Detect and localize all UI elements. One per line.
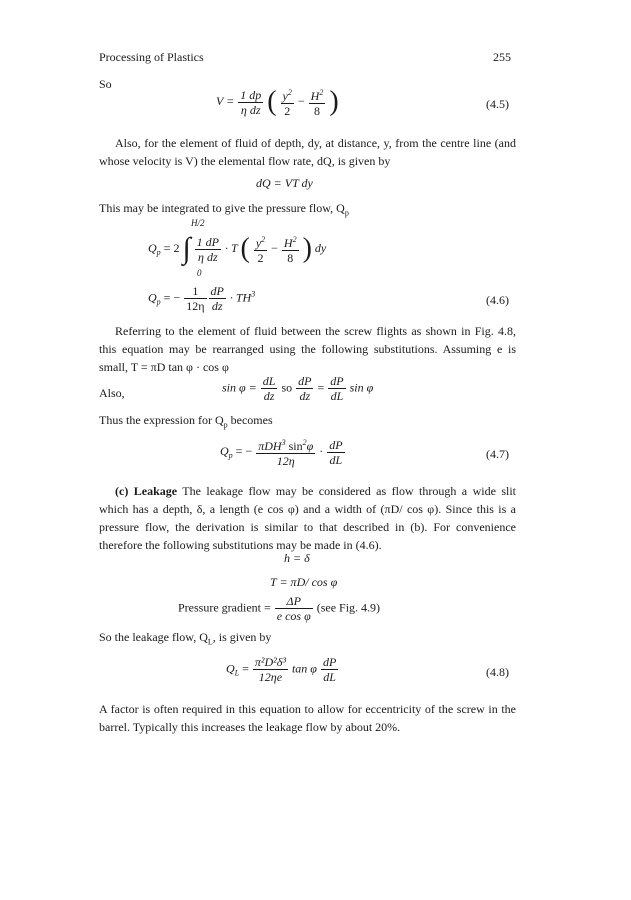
so-label: So (99, 77, 112, 91)
also-label: Also, (99, 386, 125, 400)
paragraph-leakage-flow: So the leakage flow, $Q_L$, is given by (99, 630, 272, 647)
equation-4-8: $Q_L$ = $\frac{\text{π²D²δ³}}{12\eta e}$ tan φ $\frac{dP}{dL}$ (226, 655, 337, 684)
paragraph-elemental-flow: Also, for the element of fluid of depth, dy, at distance, y, from the centre line (and whose velocity is V) the elemental flow rate, dQ, is given by (99, 136, 516, 168)
running-header-title: Processing of Plastics (99, 50, 204, 64)
paragraph-leakage: (c) Leakage The leakage flow may be considered as flow through a wide slit which has a depth, δ, a length (e cos φ) and a width of (πD/ cos φ). Since this is a pressure flow, the derivation is similar to that described in (b). For convenience therefore the following substitutions may be made in (4.6). (99, 484, 517, 552)
equation-pressure-flow-integral: $Q_p = 2$ ∫ $\frac{1 dP}{\text{η dz}}$ · T ( $\frac{y^2}{2}$ − $\frac{H^2}{8}$ ) dy (148, 232, 327, 265)
paragraph-eccentricity: A factor is often required in this equation to allow for eccentricity of the screw in the barrel. Typically this increases the leakage flow by about 20%. (99, 702, 516, 734)
eq45-y-fraction: $\frac{y^2}{2}$ (282, 88, 292, 118)
page-number: 255 (493, 50, 511, 64)
integral-lower-limit: 0 (197, 268, 202, 278)
equation-number-4-8: (4.8) (486, 665, 509, 679)
paragraph-screw-flights: Referring to the element of fluid between the screw flights as shown in Fig. 4.8, this equation may be rearranged using the following substitutions. Assuming e is small, T = πD tan φ · cos φ (99, 324, 516, 374)
substitution-pressure-gradient: Pressure gradient = $\frac{\Delta P}{\text{e cos φ}}$ (see Fig. 4.9) (178, 594, 381, 623)
eq45-lhs: V = (216, 93, 235, 108)
equation-4-7: $Q_p$ = − $\frac{\pi DH^3 \sin^2\varphi}{12\eta}$ · $\frac{dP}{dL}$ (220, 437, 343, 468)
equation-dq: dQ = VT dy (256, 176, 313, 190)
integral-upper-limit: H/2 (191, 218, 205, 228)
leakage-heading: (c) Leakage (115, 484, 178, 498)
eq45-fraction: $\frac{1 dp}{\text{η dz}}$ (240, 87, 262, 117)
paragraph-expression-qp: Thus the expression for $Q_p$ becomes (99, 413, 273, 430)
eq45-h-fraction: $\frac{H^2}{8}$ (310, 88, 324, 118)
equation-4-6: $Q_p$ = − $\frac{1}{12\eta}$ $\frac{dP}{dz}$ · $TH^3$ (148, 284, 256, 313)
equation-number-4-6: (4.6) (486, 293, 509, 307)
equation-number-4-7: (4.7) (486, 447, 509, 461)
integral-sign: ∫ (182, 232, 191, 265)
equation-4-5: V = $\frac{1 dp}{\text{η dz}}$ ( $\frac{y^2}{2}$ − $\frac{H^2}{8}$ ) (216, 86, 339, 118)
substitution-t: T = πD/ cos φ (270, 575, 338, 589)
equation-sin-phi: sin φ = $\frac{dL}{dz}$ so $\frac{dP}{dz}$ = $\frac{dP}{dL}$ sin φ (222, 374, 374, 403)
paragraph-pressure-flow: This may be integrated to give the pressure flow, $Q_p$ (99, 201, 349, 218)
equation-number-4-5: (4.5) (486, 97, 509, 111)
substitution-h: h = δ (284, 551, 310, 565)
